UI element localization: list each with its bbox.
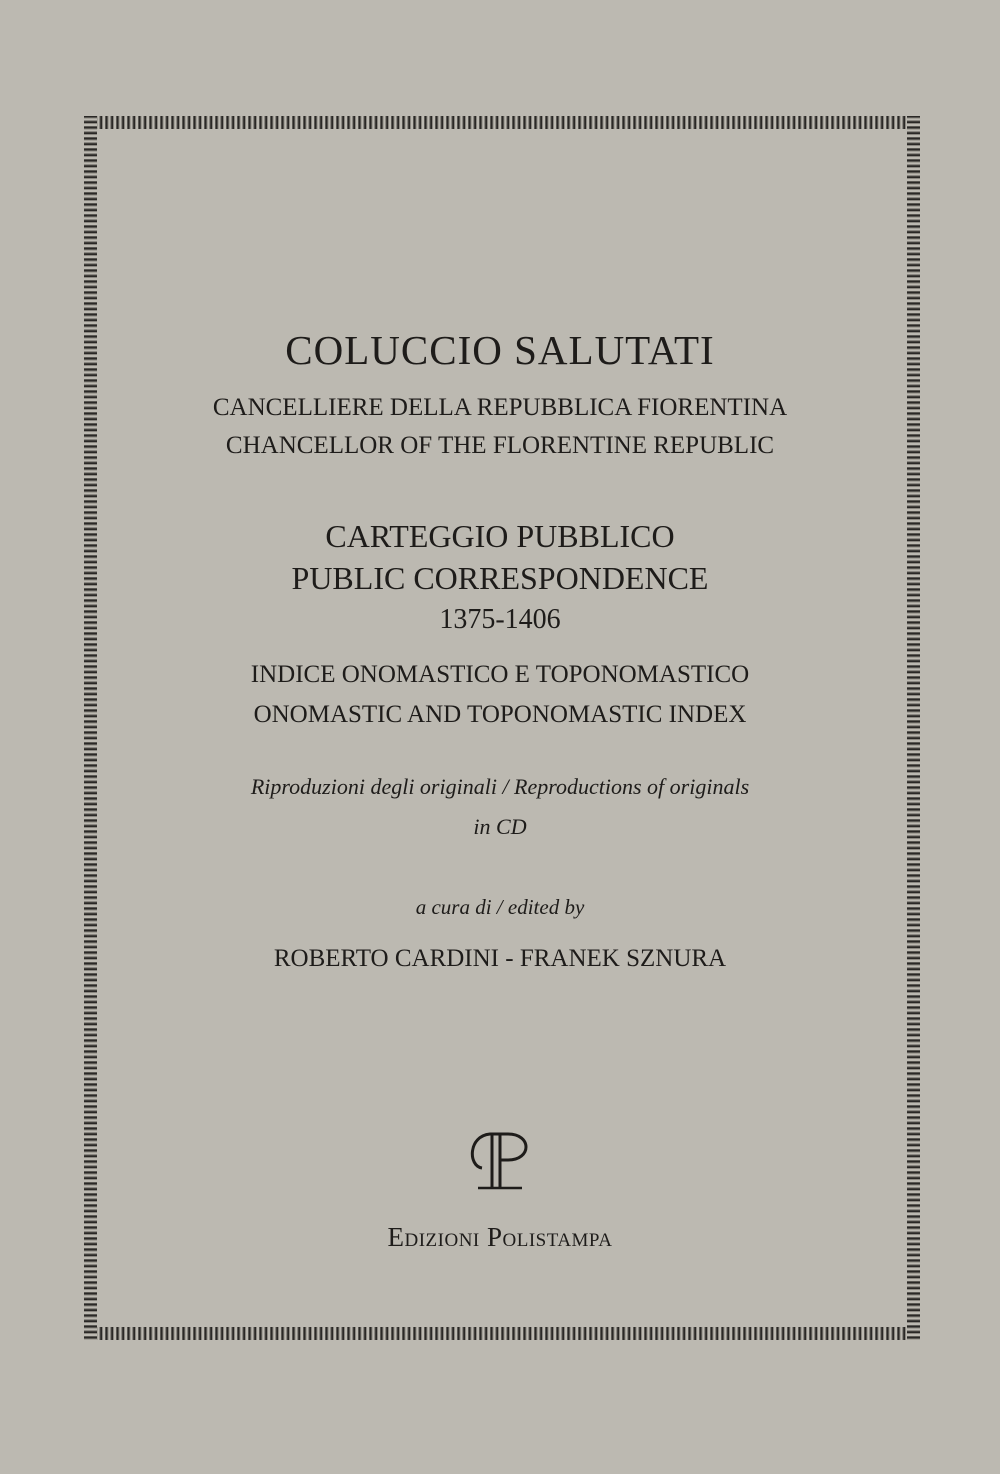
subtitle-english: ONOMASTIC AND TOPONOMASTIC INDEX (253, 701, 747, 728)
author-name: COLUCCIO SALUTATI (285, 327, 715, 373)
polistampa-logo-icon (460, 1128, 540, 1192)
cd-note: in CD (473, 814, 527, 839)
reproductions-note: Riproduzioni degli originali / Reproductions of originals (250, 774, 750, 799)
border-top (84, 116, 920, 129)
author-role-english: CHANCELLOR OF THE FLORENTINE REPUBLIC (225, 432, 775, 459)
title-english: PUBLIC CORRESPONDENCE (291, 560, 709, 596)
years: 1375-1406 (439, 604, 561, 635)
editors: ROBERTO CARDINI - FRANEK SZNURA (273, 945, 727, 972)
author-role-italian: CANCELLIERE DELLA REPUBBLICA FIORENTINA (212, 394, 788, 421)
title-italian: CARTEGGIO PUBBLICO (325, 518, 675, 554)
border-bottom (84, 1327, 920, 1340)
publisher-name: Edizioni Polistampa (387, 1222, 613, 1252)
edited-by-label: a cura di / edited by (415, 895, 585, 919)
subtitle-italian: INDICE ONOMASTICO E TOPONOMASTICO (250, 661, 750, 688)
